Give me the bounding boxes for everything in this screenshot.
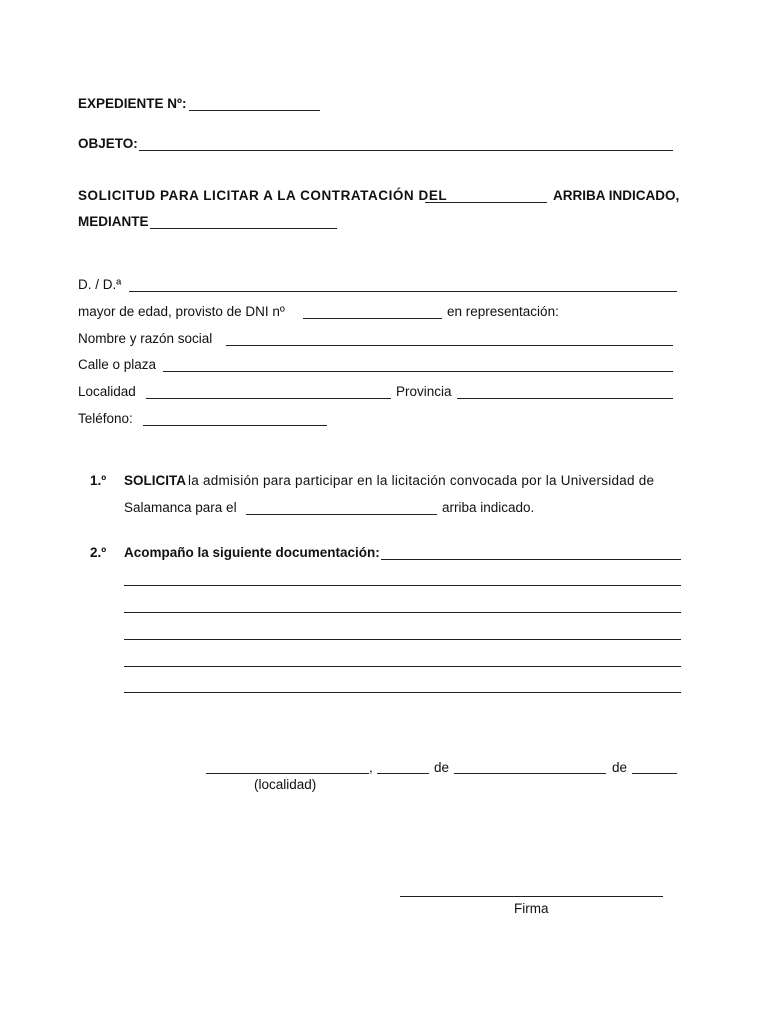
documentacion-line[interactable] bbox=[124, 692, 681, 693]
calle-field[interactable] bbox=[163, 371, 673, 372]
telefono-field[interactable] bbox=[143, 425, 327, 426]
documentacion-line[interactable] bbox=[124, 639, 681, 640]
firma-label: Firma bbox=[514, 901, 549, 916]
documentacion-line[interactable] bbox=[124, 612, 681, 613]
item1-line2-end: arriba indicado. bbox=[442, 500, 535, 515]
objeto-field[interactable] bbox=[139, 150, 673, 151]
day-field[interactable] bbox=[377, 773, 429, 774]
month-field[interactable] bbox=[454, 773, 606, 774]
item2-label: Acompaño la siguiente documentación: bbox=[124, 545, 380, 560]
provincia-field[interactable] bbox=[457, 398, 673, 399]
dni-field[interactable] bbox=[303, 318, 442, 319]
nombre-field[interactable] bbox=[226, 345, 673, 346]
item1-text: la admisión para participar en la licitación convocada por la Universidad de bbox=[188, 473, 655, 488]
documentacion-line[interactable] bbox=[124, 585, 681, 586]
item1-number: 1.º bbox=[90, 473, 107, 488]
mediante-label: MEDIANTE bbox=[78, 214, 149, 229]
item1-line2-start: Salamanca para el bbox=[124, 500, 237, 515]
d-name-field[interactable] bbox=[129, 291, 677, 292]
dni-label: mayor de edad, provisto de DNI nº bbox=[78, 304, 285, 319]
item2-number: 2.º bbox=[90, 545, 107, 560]
contratacion-field[interactable] bbox=[425, 202, 547, 203]
documentacion-line[interactable] bbox=[381, 559, 681, 560]
year-field[interactable] bbox=[632, 773, 677, 774]
mediante-field[interactable] bbox=[150, 228, 337, 229]
localidad-field[interactable] bbox=[146, 398, 391, 399]
d-label: D. / D.ª bbox=[78, 277, 122, 292]
item1-solicita: SOLICITA bbox=[124, 473, 186, 488]
provincia-label: Provincia bbox=[396, 384, 452, 399]
solicitud-text: SOLICITUD PARA LICITAR A LA CONTRATACIÓN DEL bbox=[78, 188, 448, 203]
telefono-label: Teléfono: bbox=[78, 411, 133, 426]
localidad-date-field[interactable] bbox=[206, 773, 369, 774]
date-comma: , bbox=[369, 760, 373, 775]
expediente-field[interactable] bbox=[189, 110, 320, 111]
expediente-label: EXPEDIENTE Nº: bbox=[78, 96, 187, 111]
calle-label: Calle o plaza bbox=[78, 357, 157, 372]
signature-line[interactable] bbox=[400, 896, 663, 897]
objeto-label: OBJETO: bbox=[78, 136, 138, 151]
salamanca-field[interactable] bbox=[246, 514, 437, 515]
arriba-indicado-text: ARRIBA INDICADO, bbox=[553, 188, 680, 203]
localidad-caption: (localidad) bbox=[254, 777, 317, 792]
nombre-label: Nombre y razón social bbox=[78, 331, 213, 346]
localidad-label: Localidad bbox=[78, 384, 136, 399]
de-text-1: de bbox=[434, 760, 450, 775]
de-text-2: de bbox=[612, 760, 628, 775]
representacion-label: en representación: bbox=[447, 304, 559, 319]
documentacion-line[interactable] bbox=[124, 666, 681, 667]
